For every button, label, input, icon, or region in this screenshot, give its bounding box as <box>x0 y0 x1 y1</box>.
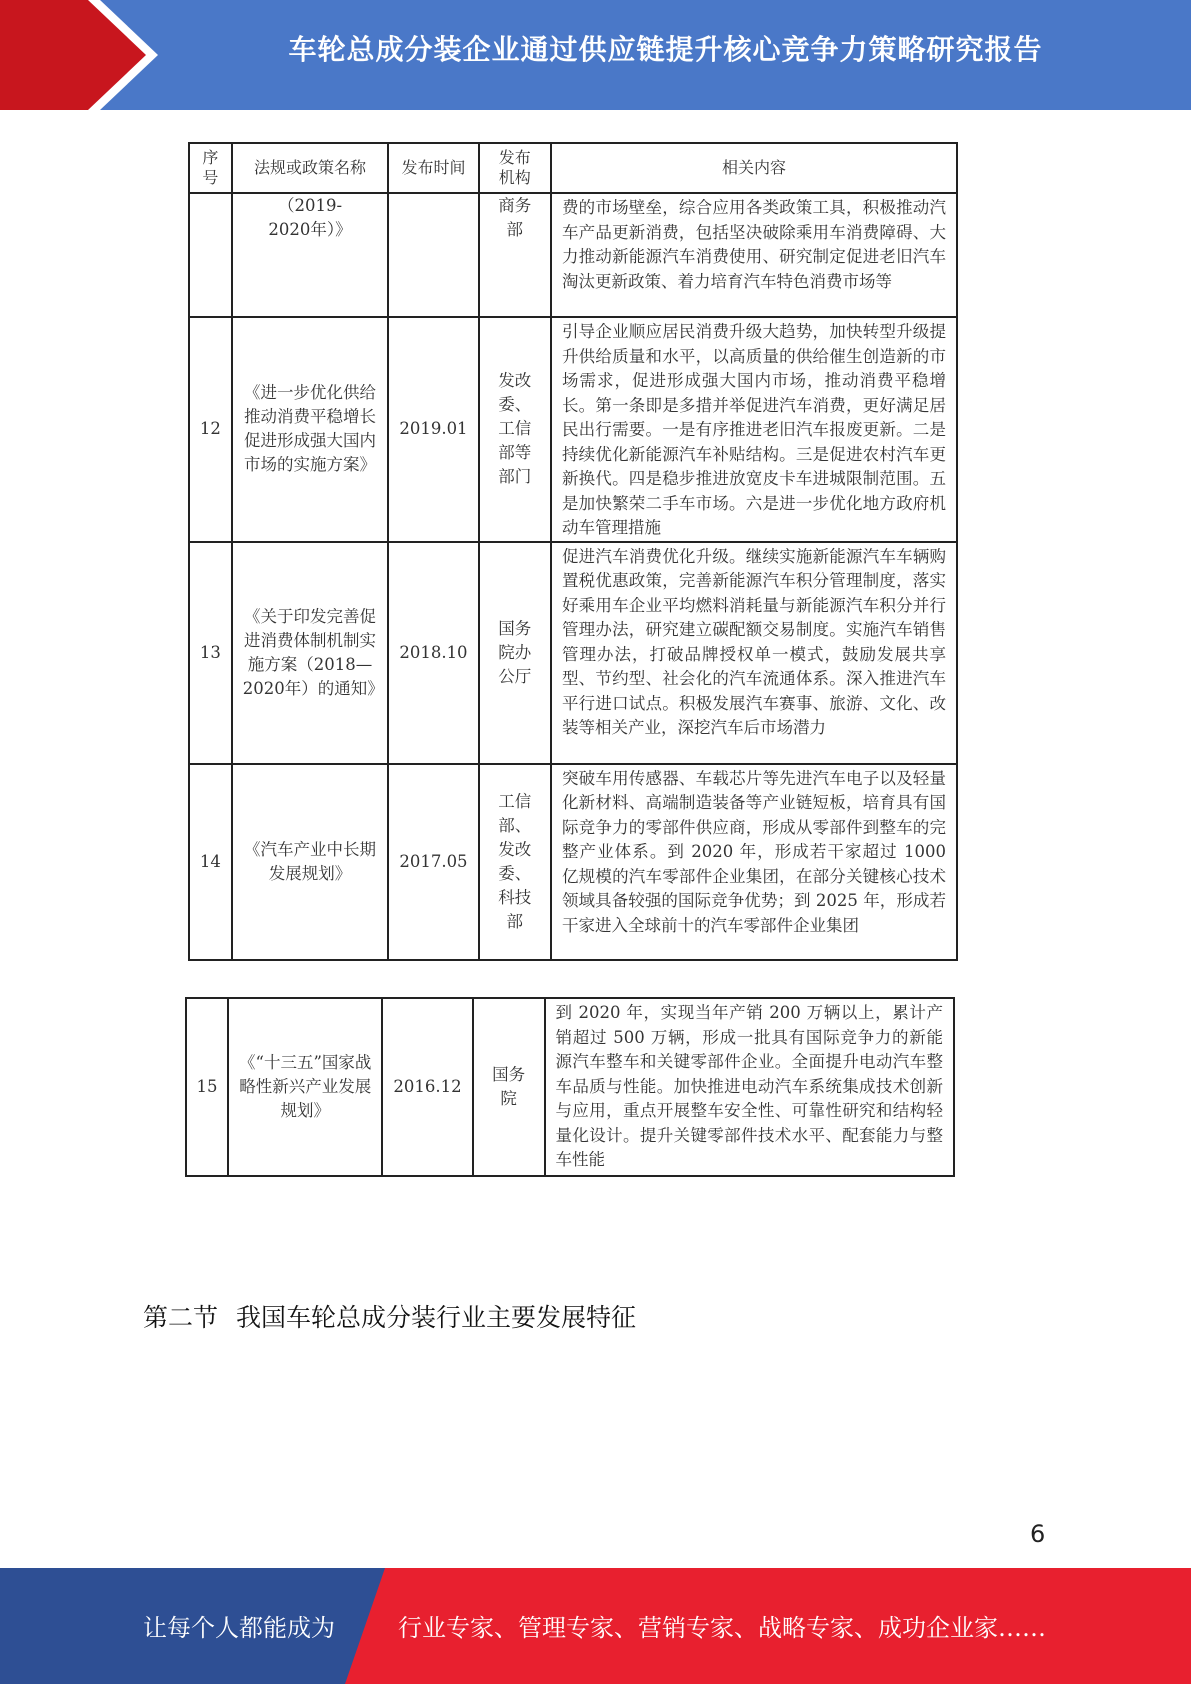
row-date: 2019.01 <box>388 317 478 542</box>
row-no: 13 <box>189 542 232 764</box>
row-org: 国务院 <box>473 998 545 1176</box>
row-date: 2017.05 <box>388 764 478 960</box>
row-org: 国务院办公厅 <box>479 542 551 764</box>
policy-table-part2 <box>185 997 955 1177</box>
row-content: 引导企业顺应居民消费升级大趋势，加快转型升级提升供给质量和水平，以高质量的供给催生创造新的市场需求，促进形成强大国内市场，推动消费平稳增长。第一条即是多措并举促进汽车消费，更好满足居民出行需要。一是有序推进老旧汽车报废更新。二是持续优化新能源汽车补贴结构。三是促进农村汽车更新换代。四是稳步推进放宽皮卡车进城限制范围。五是加快繁荣二手车市场。六是进一步优化地方政府机动车管理措施 <box>551 317 957 542</box>
row-content: 到 2020 年，实现当年产销 200 万辆以上，累计产销超过 500 万辆，形成一批具有国际竞争力的新能源汽车整车和关键零部件企业。全面提升电动汽车整车品质与性能。加快推进电动汽车系统集成技术创新与应用，重点开展整车安全性、可靠性研究和结构轻量化设计。提升关键零部件技术水平、配套能力与整车性能 <box>545 998 954 1176</box>
header-name: 法规或政策名称 <box>232 143 389 193</box>
row-date: 2016.12 <box>382 998 472 1176</box>
row-no: 12 <box>189 317 232 542</box>
arrow-logo-icon <box>0 0 160 110</box>
header-content: 相关内容 <box>551 143 957 193</box>
row-name: 《进一步优化供给推动消费平稳增长促进形成强大国内市场的实施方案》 <box>232 317 389 542</box>
row-no: 15 <box>186 998 228 1176</box>
row-content: 费的市场壁垒，综合应用各类政策工具，积极推动汽车产品更新消费，包括坚决破除乘用车消费障碍、大力推动新能源汽车消费使用、研究制定促进老旧汽车淘汰更新政策、着力培育汽车特色消费市场等 <box>551 193 957 317</box>
row-org: 工信部、发改委、科技部 <box>479 764 551 960</box>
row-name: 《汽车产业中长期发展规划》 <box>232 764 389 960</box>
report-title: 车轮总成分装企业通过供应链提升核心竞争力策略研究报告 <box>288 33 1043 66</box>
row-org: 商务部 <box>479 193 551 317</box>
row-name: 《“十三五”国家战略性新兴产业发展规划》 <box>228 998 382 1176</box>
row-content: 促进汽车消费优化升级。继续实施新能源汽车车辆购置税优惠政策，完善新能源汽车积分管理制度，落实好乘用车企业平均燃料消耗量与新能源汽车积分并行管理办法，研究建立碳配额交易制度。实施汽车销售管理办法，打破品牌授权单一模式，鼓励发展共享型、节约型、社会化的汽车流通体系。深入推进汽车平行进口试点。积极发展汽车赛事、旅游、文化、改装等相关产业，深挖汽车后市场潜力 <box>551 542 957 764</box>
row-name: （2019-2020年）》 <box>232 193 389 317</box>
policy-table-part1 <box>188 142 958 961</box>
section-title: 我国车轮总成分装行业主要发展特征 <box>236 1303 637 1332</box>
row-content: 突破车用传感器、车载芯片等先进汽车电子以及轻量化新材料、高端制造装备等产业链短板，培育具有国际竞争力的零部件供应商，形成从零部件到整车的完整产业体系。到 2020 年，形成若干家超过 1000 亿规模的汽车零部件企业集团，在部分关键核心技术领域具备较强的国际竞争优势；到 2025 年，形成若干家进入全球前十的汽车零部件企业集团 <box>551 764 957 960</box>
section-number: 第二节 <box>143 1303 219 1332</box>
row-no: 14 <box>189 764 232 960</box>
row-name: 《关于印发完善促进消费体制机制实施方案（2018—2020年）的通知》 <box>232 542 389 764</box>
section-heading <box>143 1298 636 1334</box>
footer-slogan-right: 行业专家、管理专家、营销专家、战略专家、成功企业家…… <box>398 1614 1046 1642</box>
footer-slogan-left: 让每个人都能成为 <box>143 1614 335 1642</box>
table-row <box>189 542 957 764</box>
row-no <box>189 193 232 317</box>
header-no: 序号 <box>189 143 232 193</box>
table-row <box>189 193 957 317</box>
row-date <box>388 193 478 317</box>
table-row <box>189 317 957 542</box>
row-date: 2018.10 <box>388 542 478 764</box>
header-date: 发布时间 <box>388 143 478 193</box>
row-org: 发改委、工信部等部门 <box>479 317 551 542</box>
page-footer <box>0 1568 1191 1684</box>
table-row <box>186 998 954 1176</box>
page-number: 6 <box>1030 1520 1046 1548</box>
page-header <box>0 0 1191 110</box>
header-org: 发布机构 <box>479 143 551 193</box>
table-row <box>189 764 957 960</box>
